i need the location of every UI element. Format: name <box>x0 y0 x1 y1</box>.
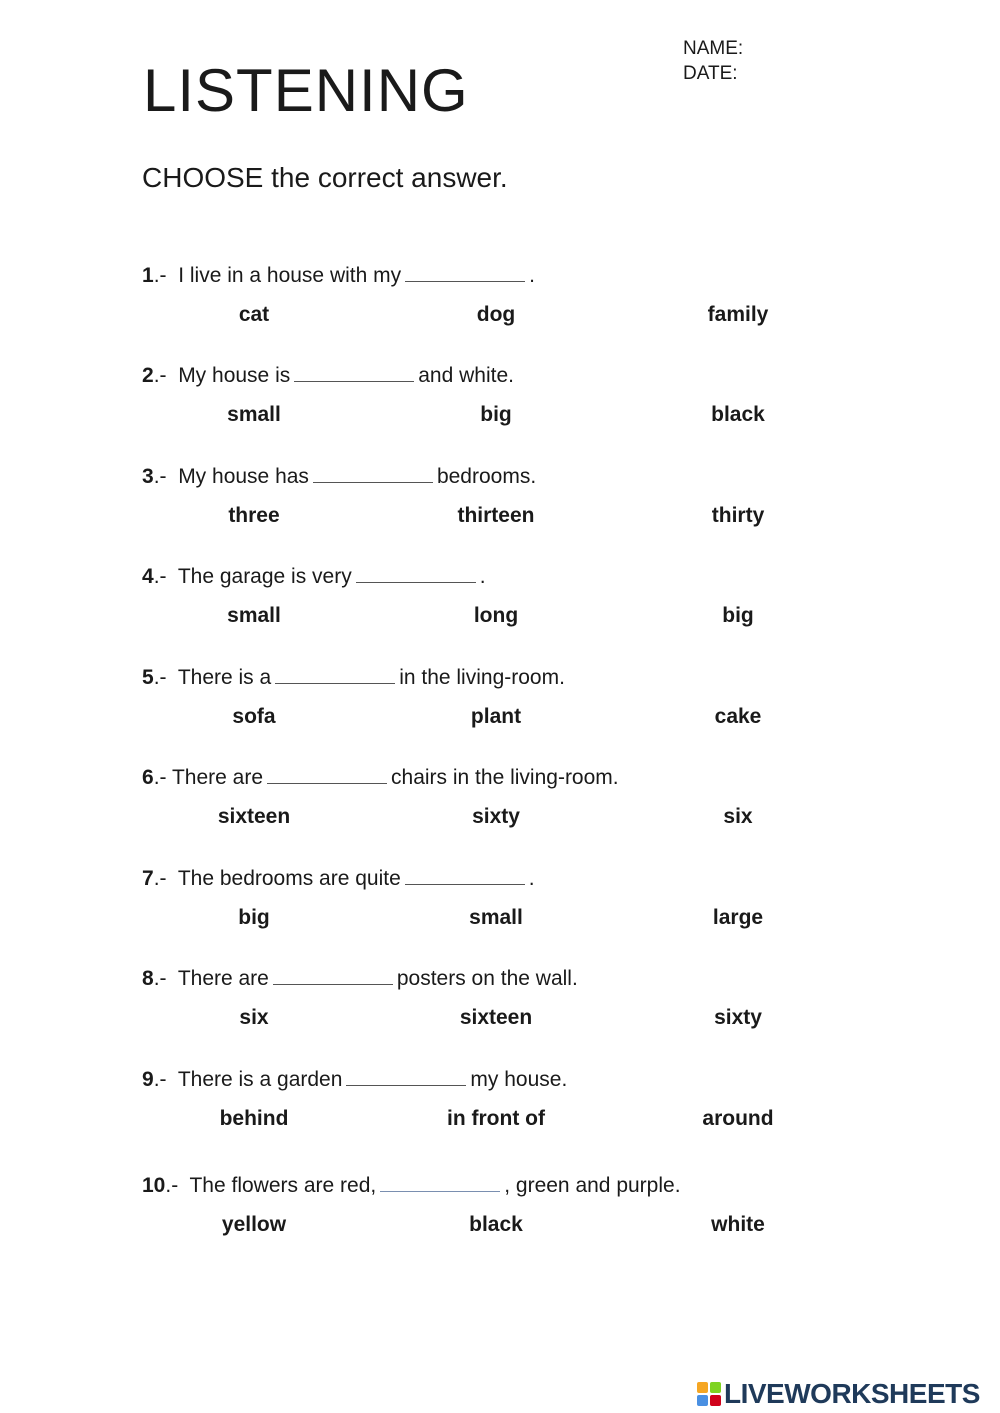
question-separator: .- <box>153 264 179 287</box>
date-label: DATE: <box>683 63 738 84</box>
question-text <box>142 1066 862 1094</box>
question-number: 4 <box>142 565 154 588</box>
question-number: 3 <box>142 465 154 488</box>
answer-option[interactable]: sixty <box>714 1006 762 1029</box>
answer-option[interactable]: six <box>239 1006 269 1029</box>
question-text-before: The bedrooms are quite <box>177 867 401 890</box>
answer-blank[interactable] <box>405 263 525 282</box>
answer-option[interactable]: family <box>707 303 769 326</box>
question-separator: .- <box>153 565 178 588</box>
question-text-before: I live in a house with my <box>178 264 402 287</box>
question-6 <box>142 764 862 832</box>
answer-blank[interactable] <box>275 665 395 684</box>
answer-options <box>142 702 862 732</box>
question-text-before: There is a garden <box>177 1068 343 1091</box>
brand-logo <box>697 1380 980 1408</box>
answer-option[interactable]: long <box>473 604 519 627</box>
answer-option[interactable]: sixty <box>472 805 520 828</box>
question-separator: .- <box>153 465 179 488</box>
answer-option[interactable]: black <box>711 403 765 426</box>
question-4 <box>142 563 862 631</box>
answer-option[interactable]: behind <box>219 1107 289 1130</box>
question-5 <box>142 664 862 732</box>
answer-options <box>142 300 862 330</box>
question-text <box>142 1172 862 1200</box>
name-label: NAME: <box>683 38 744 59</box>
answer-blank[interactable] <box>405 866 525 885</box>
answer-option[interactable]: cake <box>714 705 762 728</box>
question-number: 2 <box>142 364 154 387</box>
question-text-after: . <box>528 867 535 890</box>
answer-option[interactable]: white <box>711 1213 765 1236</box>
question-text-after: and white. <box>418 364 514 387</box>
question-text-after: . <box>479 565 486 588</box>
question-text-before: My house has <box>178 465 309 488</box>
question-number: 8 <box>142 967 154 990</box>
answer-options <box>142 1210 862 1240</box>
answer-option[interactable]: small <box>227 604 281 627</box>
question-text <box>142 664 862 692</box>
question-text <box>142 563 862 591</box>
question-text-before: There are <box>177 967 269 990</box>
answer-option[interactable]: in front of <box>447 1107 545 1130</box>
answer-option[interactable]: black <box>469 1213 523 1236</box>
question-text-after: in the living-room. <box>399 666 565 689</box>
answer-option[interactable]: around <box>702 1107 774 1130</box>
answer-option[interactable]: dog <box>476 303 516 326</box>
answer-blank[interactable] <box>294 363 414 382</box>
answer-option[interactable]: yellow <box>221 1213 287 1236</box>
answer-options <box>142 501 862 531</box>
answer-option[interactable]: cat <box>238 303 270 326</box>
question-separator: .- <box>153 666 178 689</box>
question-text <box>142 965 862 993</box>
answer-option[interactable]: sixteen <box>459 1006 533 1029</box>
question-2 <box>142 362 862 430</box>
answer-option[interactable]: big <box>722 604 754 627</box>
answer-option[interactable]: small <box>227 403 281 426</box>
answer-options <box>142 400 862 430</box>
answer-option[interactable]: big <box>480 403 512 426</box>
question-number: 9 <box>142 1068 154 1091</box>
answer-option[interactable]: large <box>712 906 764 929</box>
question-text-after: posters on the wall. <box>396 967 578 990</box>
answer-option[interactable]: thirteen <box>457 504 535 527</box>
question-8 <box>142 965 862 1033</box>
question-number: 6 <box>142 766 154 789</box>
student-info <box>683 36 743 86</box>
question-separator: .- <box>165 1174 190 1197</box>
worksheet-title: LISTENING <box>143 57 469 124</box>
question-text-after: . <box>529 264 535 287</box>
question-number: 1 <box>142 264 154 287</box>
answer-blank[interactable] <box>313 464 433 483</box>
question-7 <box>142 865 862 933</box>
liveworksheets-logo-icon <box>697 1382 721 1406</box>
question-separator: .- <box>153 1068 178 1091</box>
question-text-before: My house is <box>178 364 291 387</box>
question-text-after: bedrooms. <box>436 465 537 488</box>
question-text <box>142 764 862 792</box>
answer-option[interactable]: small <box>469 906 523 929</box>
question-separator: .- <box>153 867 178 890</box>
answer-blank[interactable] <box>273 966 393 985</box>
answer-options <box>142 802 862 832</box>
question-number: 7 <box>142 867 154 890</box>
answer-options <box>142 903 862 933</box>
question-text <box>142 362 862 390</box>
question-text <box>142 865 862 893</box>
answer-options <box>142 601 862 631</box>
question-text-before: There is a <box>177 666 272 689</box>
answer-option[interactable]: six <box>723 805 753 828</box>
question-separator: .- <box>153 967 178 990</box>
question-separator: .- <box>153 766 172 789</box>
question-1 <box>142 262 862 330</box>
question-separator: .- <box>153 364 179 387</box>
question-10 <box>142 1172 862 1240</box>
question-text-after: chairs in the living-room. <box>391 766 619 789</box>
answer-blank[interactable] <box>380 1173 500 1192</box>
question-text-after: , green and purple. <box>504 1174 681 1197</box>
question-9 <box>142 1066 862 1134</box>
answer-option[interactable]: sixteen <box>217 805 291 828</box>
question-text-before: The flowers are red, <box>189 1174 377 1197</box>
answer-option[interactable]: sofa <box>232 705 276 728</box>
answer-options <box>142 1104 862 1134</box>
question-text-after: my house. <box>470 1068 568 1091</box>
answer-blank[interactable] <box>267 765 387 784</box>
question-3 <box>142 463 862 531</box>
answer-option[interactable]: plant <box>470 705 522 728</box>
answer-option[interactable]: three <box>228 504 280 527</box>
question-text-before: There are <box>171 766 264 789</box>
question-text <box>142 262 862 290</box>
answer-option[interactable]: thirty <box>711 504 765 527</box>
answer-blank[interactable] <box>356 564 476 583</box>
answer-blank[interactable] <box>346 1067 466 1086</box>
brand-name: LIVEWORKSHEETS <box>724 1378 980 1409</box>
question-number: 5 <box>142 666 154 689</box>
question-number: 10 <box>142 1174 166 1197</box>
question-text <box>142 463 862 491</box>
answer-options <box>142 1003 862 1033</box>
instruction-text: CHOOSE the correct answer. <box>142 162 508 193</box>
question-text-before: The garage is very <box>177 565 352 588</box>
answer-option[interactable]: big <box>238 906 270 929</box>
